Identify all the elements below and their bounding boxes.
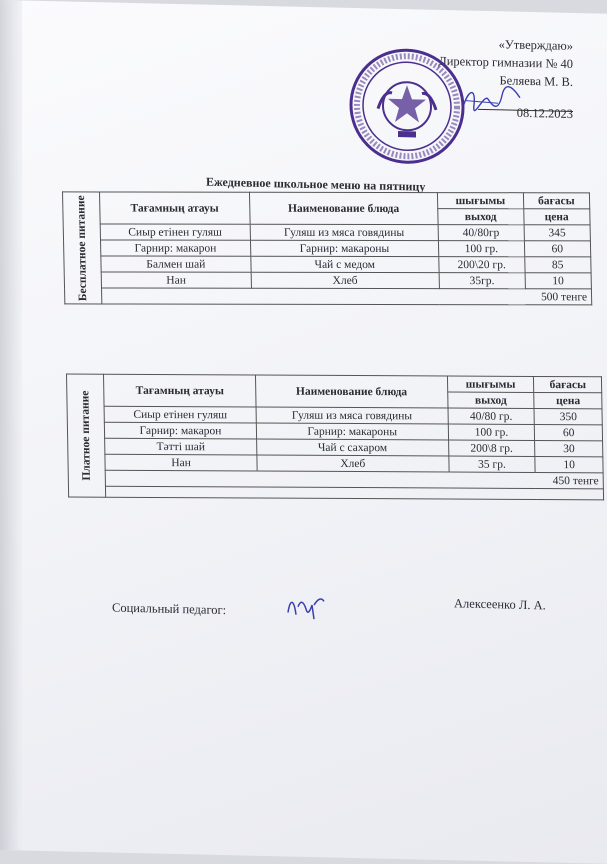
menu-title: Ежедневное школьное меню на пятницу xyxy=(206,174,426,194)
table-row: Сиыр етінен гуляш Гуляш из мяса говядины 40/80гр 345 xyxy=(63,224,590,241)
paid-menu-total: 450 тенге xyxy=(105,470,603,489)
header-name-ru: Наименование блюда xyxy=(249,192,438,224)
header-price-kz: бағасы xyxy=(523,193,590,209)
table-row: Нан Хлеб 35гр. 10 xyxy=(64,272,591,289)
header-output-kz: шығымы xyxy=(437,193,523,209)
free-menu-total: 500 тенге xyxy=(102,288,592,305)
official-stamp xyxy=(348,46,466,167)
approval-signer: Беляева М. В. xyxy=(499,73,573,90)
table-row: Балмен шай Чай с медом 200\20 гр. 85 xyxy=(64,256,591,273)
header-output-ru: выход xyxy=(438,209,524,225)
header-price-kz: бағасы xyxy=(534,376,602,392)
paid-menu-table xyxy=(66,373,604,500)
header-output-kz: шығымы xyxy=(447,376,534,392)
footer-role: Социальный педагог: xyxy=(112,600,227,618)
pedagogue-signature xyxy=(284,592,330,623)
approval-heading: «Утверждаю» xyxy=(498,37,573,54)
table-row: Гарнир: макарон Гарнир: макароны 100 гр. 60 xyxy=(67,422,602,441)
paid-menu-label: Платное питание xyxy=(67,374,106,497)
empty-row xyxy=(105,486,603,500)
header-name-kz: Тағамның атауы xyxy=(104,374,257,407)
table-row: Тәтті шай Чай с сахаром 200\8 гр. 30 xyxy=(68,438,603,457)
page-shadow xyxy=(0,0,22,850)
header-price-ru: цена xyxy=(534,392,602,408)
table-row: Сиыр етінен гуляш Гуляш из мяса говядины 40/80 гр. 350 xyxy=(67,406,602,425)
director-signature xyxy=(458,82,524,119)
header-output-ru: выход xyxy=(447,392,534,408)
header-price-ru: цена xyxy=(523,209,590,225)
table-row: Нан Хлеб 35 гр. 10 xyxy=(68,454,603,473)
table-row: Гарнир: макарон Гарнир: макароны 100 гр. 60 xyxy=(64,240,591,257)
header-name-kz: Тағамның атауы xyxy=(100,192,250,224)
approval-date: 08.12.2023 xyxy=(516,105,573,122)
free-menu-label: Бесплатное питание xyxy=(63,192,102,304)
footer-name: Алексеенко Л. А. xyxy=(454,596,546,613)
free-menu-table xyxy=(62,191,592,305)
header-name-ru: Наименование блюда xyxy=(256,375,448,408)
approval-position: Директор гимназии № 40 xyxy=(438,53,573,72)
